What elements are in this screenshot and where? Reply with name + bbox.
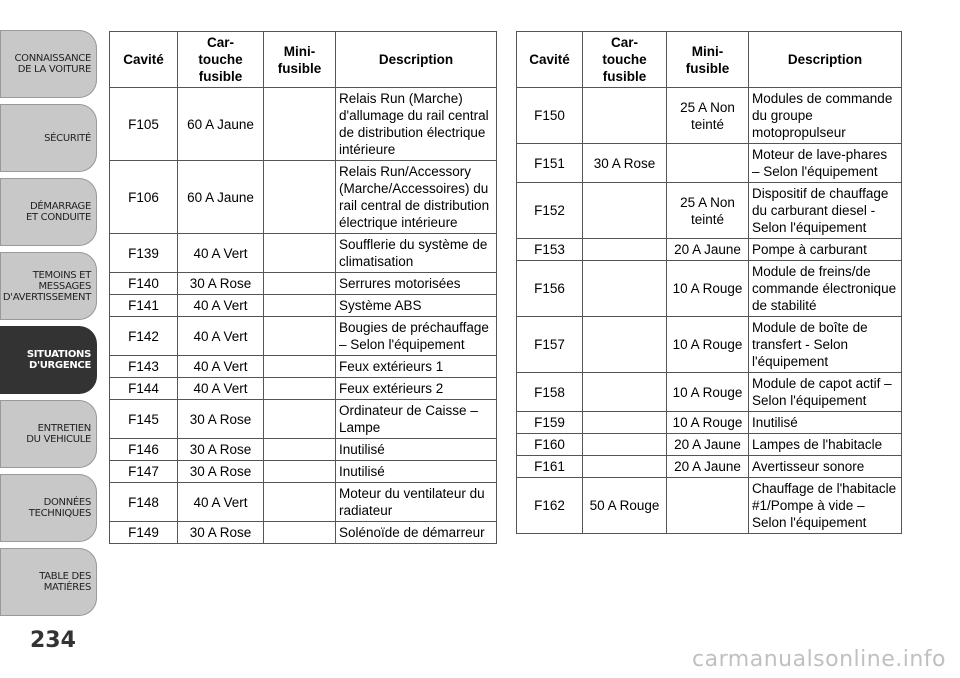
table-row xyxy=(110,400,497,439)
cell-mini-fusible: 10 A Rouge xyxy=(667,373,749,412)
cell-mini-fusible xyxy=(264,88,336,161)
tab-label: DONNÉES TECHNIQUES xyxy=(28,497,91,519)
cell-cavite: F161 xyxy=(517,456,583,478)
table-row xyxy=(110,295,497,317)
tab-securite[interactable] xyxy=(0,104,97,172)
cell-mini-fusible xyxy=(264,439,336,461)
cell-car-touche xyxy=(583,412,667,434)
cell-cavite: F147 xyxy=(110,461,178,483)
tab-table-matieres[interactable] xyxy=(0,548,97,616)
table-header-row xyxy=(517,32,902,88)
table-row xyxy=(517,456,902,478)
header-description: Description xyxy=(749,32,902,88)
cell-cavite: F146 xyxy=(110,439,178,461)
table-row xyxy=(110,461,497,483)
cell-description: Ordinateur de Caisse – Lampe xyxy=(336,400,497,439)
cell-cavite: F143 xyxy=(110,356,178,378)
table-row xyxy=(110,161,497,234)
table-row xyxy=(110,483,497,522)
table-row xyxy=(517,239,902,261)
cell-mini-fusible xyxy=(264,317,336,356)
cell-mini-fusible xyxy=(264,234,336,273)
table-row xyxy=(517,261,902,317)
cell-car-touche xyxy=(583,456,667,478)
cell-mini-fusible xyxy=(264,295,336,317)
cell-description: Module de boîte de transfert - Selon l'équipement xyxy=(749,317,902,373)
tab-label: ENTRETIEN DU VEHICULE xyxy=(26,423,91,445)
cell-cavite: F162 xyxy=(517,478,583,534)
cell-description: Serrures motorisées xyxy=(336,273,497,295)
cell-description: Dispositif de chauffage du carburant diesel - Selon l'équipement xyxy=(749,183,902,239)
table-row xyxy=(110,88,497,161)
cell-car-touche xyxy=(583,183,667,239)
cell-description: Moteur du ventilateur du radiateur xyxy=(336,483,497,522)
table-row xyxy=(110,234,497,273)
cell-mini-fusible: 25 A Non teinté xyxy=(667,183,749,239)
table-row xyxy=(517,478,902,534)
cell-car-touche: 50 A Rouge xyxy=(583,478,667,534)
cell-car-touche xyxy=(583,261,667,317)
tab-label: TABLE DES MATIÈRES xyxy=(39,571,91,593)
cell-mini-fusible: 10 A Rouge xyxy=(667,261,749,317)
cell-car-touche: 30 A Rose xyxy=(178,522,264,544)
cell-mini-fusible xyxy=(264,273,336,295)
cell-cavite: F141 xyxy=(110,295,178,317)
cell-cavite: F150 xyxy=(517,88,583,144)
tab-donnees[interactable] xyxy=(0,474,97,542)
header-description: Description xyxy=(336,32,497,88)
cell-mini-fusible xyxy=(264,378,336,400)
fuse-table-right xyxy=(516,31,902,534)
cell-description: Bougies de préchauffage – Selon l'équipement xyxy=(336,317,497,356)
table-row xyxy=(517,434,902,456)
cell-cavite: F139 xyxy=(110,234,178,273)
table-row xyxy=(110,439,497,461)
cell-car-touche: 30 A Rose xyxy=(583,144,667,183)
cell-cavite: F151 xyxy=(517,144,583,183)
cell-description: Relais Run/Accessory (Marche/Accessoires) du rail central de distribution électrique intérieure xyxy=(336,161,497,234)
table-row xyxy=(517,144,902,183)
cell-mini-fusible xyxy=(264,461,336,483)
tab-situations-urgence[interactable] xyxy=(0,326,97,394)
cell-description: Module de capot actif – Selon l'équipement xyxy=(749,373,902,412)
cell-cavite: F106 xyxy=(110,161,178,234)
table-row xyxy=(517,412,902,434)
cell-cavite: F153 xyxy=(517,239,583,261)
header-cavite: Cavité xyxy=(110,32,178,88)
cell-mini-fusible: 10 A Rouge xyxy=(667,317,749,373)
cell-cavite: F145 xyxy=(110,400,178,439)
cell-description: Relais Run (Marche) d'allumage du rail central de distribution électrique intérieure xyxy=(336,88,497,161)
watermark: carmanualsonline.info xyxy=(692,647,946,672)
cell-mini-fusible xyxy=(264,161,336,234)
cell-car-touche: 40 A Vert xyxy=(178,295,264,317)
cell-car-touche: 40 A Vert xyxy=(178,317,264,356)
cell-cavite: F142 xyxy=(110,317,178,356)
cell-description: Moteur de lave-phares – Selon l'équipement xyxy=(749,144,902,183)
cell-cavite: F148 xyxy=(110,483,178,522)
cell-description: Lampes de l'habitacle xyxy=(749,434,902,456)
cell-mini-fusible: 20 A Jaune xyxy=(667,456,749,478)
cell-car-touche xyxy=(583,317,667,373)
tab-connaissance[interactable] xyxy=(0,30,97,98)
tab-demarrage[interactable] xyxy=(0,178,97,246)
tab-label: SÉCURITÉ xyxy=(44,132,91,144)
cell-description: Inutilisé xyxy=(336,439,497,461)
cell-description: Chauffage de l'habitacle #1/Pompe à vide – Selon l'équipement xyxy=(749,478,902,534)
cell-car-touche: 30 A Rose xyxy=(178,400,264,439)
cell-cavite: F159 xyxy=(517,412,583,434)
cell-cavite: F152 xyxy=(517,183,583,239)
cell-description: Feux extérieurs 1 xyxy=(336,356,497,378)
cell-description: Feux extérieurs 2 xyxy=(336,378,497,400)
fuse-table-left xyxy=(109,31,497,544)
header-car-touche: Car- touche fusible xyxy=(178,32,264,88)
cell-mini-fusible xyxy=(264,483,336,522)
cell-mini-fusible xyxy=(264,400,336,439)
table-row xyxy=(517,183,902,239)
tab-label: DÉMARRAGE ET CONDUITE xyxy=(25,201,91,223)
tab-label: CONNAISSANCE DE LA VOITURE xyxy=(14,53,91,75)
cell-car-touche: 30 A Rose xyxy=(178,439,264,461)
cell-description: Pompe à carburant xyxy=(749,239,902,261)
cell-mini-fusible: 20 A Jaune xyxy=(667,239,749,261)
cell-car-touche: 40 A Vert xyxy=(178,483,264,522)
table-row xyxy=(517,373,902,412)
cell-description: Solénoïde de démarreur xyxy=(336,522,497,544)
cell-mini-fusible xyxy=(667,478,749,534)
cell-mini-fusible xyxy=(264,522,336,544)
table-row xyxy=(110,378,497,400)
cell-cavite: F144 xyxy=(110,378,178,400)
tab-entretien[interactable] xyxy=(0,400,97,468)
header-cavite: Cavité xyxy=(517,32,583,88)
cell-car-touche: 30 A Rose xyxy=(178,273,264,295)
cell-car-touche xyxy=(583,88,667,144)
table-row xyxy=(110,273,497,295)
tab-temoins[interactable] xyxy=(0,252,97,320)
cell-car-touche: 60 A Jaune xyxy=(178,161,264,234)
cell-cavite: F160 xyxy=(517,434,583,456)
cell-description: Inutilisé xyxy=(336,461,497,483)
table-row xyxy=(517,88,902,144)
cell-car-touche: 60 A Jaune xyxy=(178,88,264,161)
cell-description: Modules de commande du groupe motopropulseur xyxy=(749,88,902,144)
cell-car-touche xyxy=(583,239,667,261)
cell-mini-fusible: 25 A Non teinté xyxy=(667,88,749,144)
cell-car-touche xyxy=(583,373,667,412)
table-row xyxy=(517,317,902,373)
cell-car-touche: 40 A Vert xyxy=(178,356,264,378)
header-car-touche: Car- touche fusible xyxy=(583,32,667,88)
cell-cavite: F158 xyxy=(517,373,583,412)
header-mini-fusible: Mini- fusible xyxy=(264,32,336,88)
section-tabs xyxy=(0,0,97,678)
cell-description: Soufflerie du système de climatisation xyxy=(336,234,497,273)
cell-mini-fusible: 10 A Rouge xyxy=(667,412,749,434)
page-number: 234 xyxy=(30,628,76,653)
tab-label: TEMOINS ET MESSAGES D'AVERTISSEMENT xyxy=(2,269,91,303)
cell-description: Avertisseur sonore xyxy=(749,456,902,478)
cell-cavite: F156 xyxy=(517,261,583,317)
tab-label: SITUATIONS D'URGENCE xyxy=(26,349,91,371)
cell-mini-fusible: 20 A Jaune xyxy=(667,434,749,456)
cell-cavite: F105 xyxy=(110,88,178,161)
cell-car-touche xyxy=(583,434,667,456)
cell-cavite: F140 xyxy=(110,273,178,295)
cell-description: Module de freins/de commande électronique de stabilité xyxy=(749,261,902,317)
cell-mini-fusible xyxy=(667,144,749,183)
header-mini-fusible: Mini- fusible xyxy=(667,32,749,88)
table-row xyxy=(110,356,497,378)
table-row xyxy=(110,522,497,544)
table-header-row xyxy=(110,32,497,88)
cell-cavite: F157 xyxy=(517,317,583,373)
cell-mini-fusible xyxy=(264,356,336,378)
table-row xyxy=(110,317,497,356)
cell-car-touche: 40 A Vert xyxy=(178,378,264,400)
cell-description: Système ABS xyxy=(336,295,497,317)
cell-car-touche: 40 A Vert xyxy=(178,234,264,273)
cell-cavite: F149 xyxy=(110,522,178,544)
cell-description: Inutilisé xyxy=(749,412,902,434)
cell-car-touche: 30 A Rose xyxy=(178,461,264,483)
